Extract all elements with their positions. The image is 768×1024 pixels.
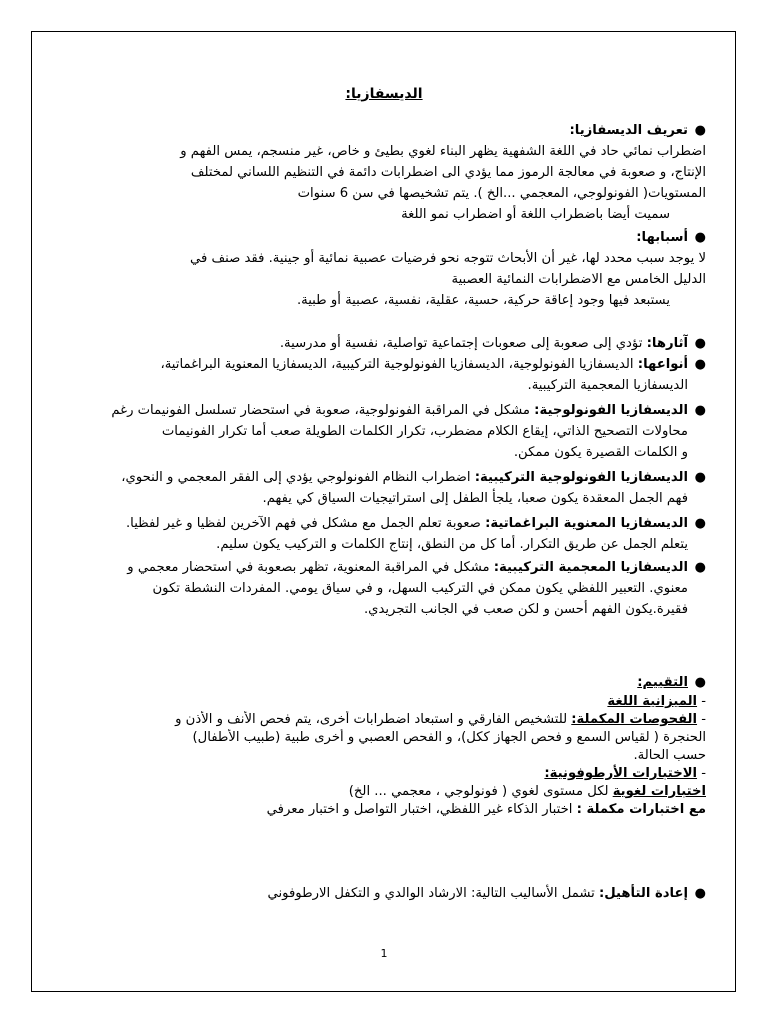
section-phonological	[58, 400, 706, 463]
phonological-line: محاولات التصحيح الذاتي، إيقاع الكلام مضطرب، تكرار الكلمات الطويلة صعب أما تكرار الفونيمات	[161, 424, 688, 439]
phono-syntactic-heading: الديسفازيا الفونولوجية التركيبية:	[474, 470, 688, 485]
complementary-exams-line: للتشخيص الفارقي و استبعاد اضطرابات أخرى، يتم فحص الأنف و الأذن و	[175, 712, 572, 727]
section-semantic-pragmatic	[58, 513, 706, 555]
bullet-icon: ●	[694, 675, 706, 690]
bullet-icon: ●	[694, 886, 706, 901]
effects-text: تؤدي إلى صعوبة إلى صعوبات إجتماعية تواصلية، نفسية أو مدرسية.	[279, 336, 647, 351]
section-types	[58, 354, 706, 396]
ortho-tests-heading: الاختبارات الأرطوفونية:	[544, 766, 698, 781]
language-tests-text: لكل مستوى لغوي ( فونولوجي ، معجمي ... الخ)	[348, 784, 613, 799]
language-tests-heading: اختبارات لغوية	[612, 784, 706, 799]
phonological-line: مشكل في المراقبة الفونولوجية، صعوبة في استحضار تسلسل الفونيمات رغم	[111, 403, 535, 418]
section-causes	[58, 227, 706, 248]
causes-line: لا يوجد سبب محدد لها، غير أن الأبحاث تتوجه نحو فرضيات عصبية نمائية أو جينية. فقد صنف في	[189, 251, 706, 266]
definition-heading: تعريف الديسفازيا:	[569, 123, 688, 138]
bullet-icon: ●	[694, 470, 706, 485]
semantic-pragmatic-line: صعوبة تعلم الجمل مع مشكل في فهم الآخرين لفظيا و غير لفظيا.	[125, 516, 486, 531]
document-title: الديسفازيا:	[345, 86, 423, 102]
definition-line: الإنتاج، و صعوبة في معالجة الرموز مما يؤدي الى اضطرابات دائمة في التنظيم اللساني لمختلف	[190, 165, 706, 180]
causes-line: يستبعد فيها وجود إعاقة حركية، حسية، عقلية، نفسية، عصبية أو طبية.	[296, 293, 670, 308]
complementary-exams-heading: الفحوصات المكملة:	[571, 712, 698, 727]
complementary-exams-line: حسب الحالة.	[633, 748, 706, 763]
phonological-line: و الكلمات القصيرة يكون ممكن.	[513, 445, 688, 460]
phonological-heading: الديسفازيا الفونولوجية:	[534, 403, 688, 418]
bullet-icon: ●	[694, 123, 706, 138]
assessment-body: - الميزانية اللغة - الفحوصات المكملة: للتشخيص الفارقي و استبعاد اضطرابات أخرى، يتم فحص الأنف و الأذن و الحنجرة ( لقياس السمع و فحص الجهاز ككل)، و الفحص العصبي و أخرى طبية (طبيب الأطفال) حسب الحالة. - الاختبارات الأرطوفونية: اختبارات لغوية لكل مستوى لغوي ( فونولوجي ، معجمي ... الخ) مع اختبارات مكملة : اختبار الذكاء غير اللفظي، اختبار التواصل و اختبار معرفي	[58, 693, 706, 819]
section-assessment	[58, 672, 706, 693]
bullet-icon: ●	[694, 230, 706, 245]
lexical-syntactic-line: مشكل في المراقبة المعنوية، تظهر بصعوبة في استحضار معجمي و	[127, 560, 494, 575]
causes-line: الدليل الخامس مع الاضطرابات النمائية العصبية	[451, 272, 706, 287]
bullet-icon: ●	[694, 516, 706, 531]
effects-heading: آثارها:	[646, 336, 688, 351]
section-phono-syntactic	[58, 467, 706, 509]
lexical-syntactic-heading: الديسفازيا المعجمية التركيبية:	[493, 560, 688, 575]
definition-line: اضطراب نمائي حاد في اللغة الشفهية يظهر البناء لغوي بطيئ و خاص، غير منسجم، يمس الفهم و	[180, 144, 706, 159]
section-definition	[58, 120, 706, 141]
page-number: 1	[380, 947, 388, 960]
definition-line: المستويات( الفونولوجي، المعجمي ...الخ ). يتم تشخيصها في سن 6 سنوات	[297, 186, 706, 201]
section-rehabilitation	[58, 883, 706, 904]
phono-syntactic-line: فهم الجمل المعقدة يكون صعبا، يلجأ الطفل إلى استراتيجيات السياق كي يفهم.	[262, 491, 688, 506]
section-lexical-syntactic	[58, 557, 706, 620]
types-heading: أنواعها:	[637, 357, 688, 372]
types-line: الديسفازيا المعجمية التركيبية.	[527, 378, 688, 393]
document-body	[58, 120, 706, 904]
types-line: الديسفازيا الفونولوجية، الديسفازيا الفونولوجية التركيبية، الديسفازيا المعنوية البراغماتية،	[160, 357, 638, 372]
bullet-icon: ●	[694, 357, 706, 372]
semantic-pragmatic-heading: الديسفازيا المعنوية البراغماتية:	[485, 516, 688, 531]
with-tests-heading: مع اختبارات مكملة :	[576, 802, 706, 817]
language-balance-label: الميزانية اللغة	[607, 694, 698, 709]
lexical-syntactic-line: فقيرة.يكون الفهم أحسن و لكن صعب في الجانب التجريدي.	[363, 602, 688, 617]
bullet-icon: ●	[694, 336, 706, 351]
bullet-icon: ●	[694, 560, 706, 575]
rehab-text: تشمل الأساليب التالية: الارشاد الوالدي و التكفل الارطوفوني	[267, 886, 599, 901]
bullet-icon: ●	[694, 403, 706, 418]
complementary-exams-line: الحنجرة ( لقياس السمع و فحص الجهاز ككل)، و الفحص العصبي و أخرى طبية (طبيب الأطفال)	[192, 730, 706, 745]
with-tests-text: اختبار الذكاء غير اللفظي، اختبار التواصل و اختبار معرفي	[266, 802, 577, 817]
phono-syntactic-line: اضطراب النظام الفونولوجي يؤدي إلى الفقر المعجمي و النحوي،	[121, 470, 475, 485]
causes-text	[58, 248, 706, 311]
semantic-pragmatic-line: يتعلم الجمل عن طريق التكرار. أما كل من النطق، إنتاج الكلمات و التركيب يكون سليم.	[216, 537, 688, 552]
definition-text	[58, 141, 706, 225]
definition-line: سميت أيضا باضطراب اللغة أو اضطراب نمو اللغة	[401, 207, 670, 222]
causes-heading: أسبابها:	[636, 230, 688, 245]
assessment-heading: التقييم:	[637, 675, 688, 690]
rehab-heading: إعادة التأهيل:	[598, 886, 688, 901]
lexical-syntactic-line: معنوي. التعبير اللفظي يكون ممكن في التركيب السهل، و في سياق يومي. المفردات النشطة تكون	[152, 581, 688, 596]
section-effects	[58, 333, 706, 354]
